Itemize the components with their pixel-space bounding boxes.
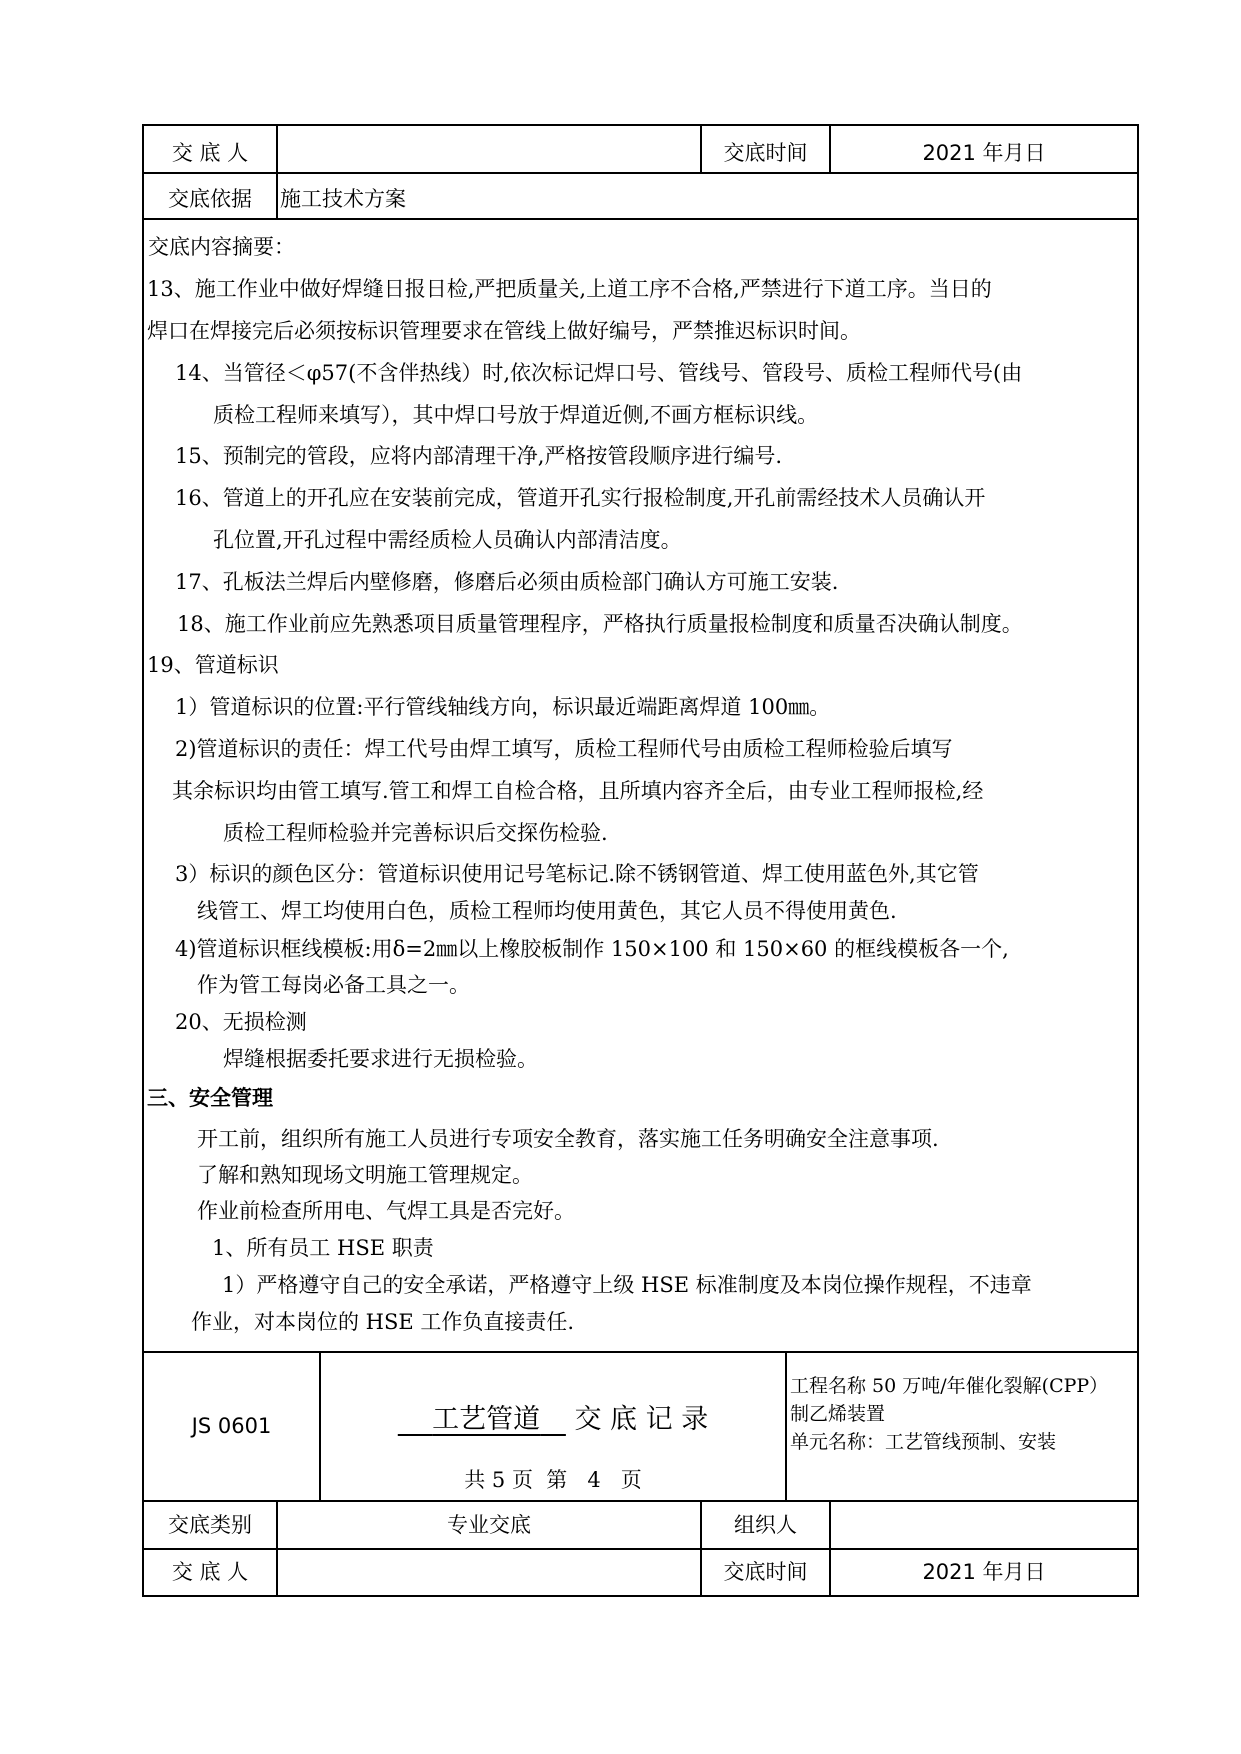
content-line: 1）严格遵守自己的安全承诺，严格遵守上级 HSE 标准制度及本岗位操作规程，不违章 bbox=[222, 1273, 1032, 1297]
bottom-table-bottom-border bbox=[142, 1595, 1139, 1597]
content-line: 2)管道标识的责任：焊工代号由焊工填写，质检工程师代号由质检工程师检验后填写 bbox=[175, 737, 953, 761]
content-line: 1、所有员工 HSE 职责 bbox=[212, 1236, 434, 1260]
label-person-bottom: 交 底 人 bbox=[171, 1560, 249, 1584]
title-main bbox=[398, 1404, 566, 1435]
content-line: 19、管道标识 bbox=[147, 653, 279, 677]
bottom-table-top-border bbox=[142, 1351, 1139, 1353]
bottom-table-right-border bbox=[1137, 1351, 1139, 1597]
content-line: 1）管道标识的位置:平行管线轴线方向，标识最近端距离焊道 100㎜。 bbox=[175, 695, 831, 719]
content-line: 其余标识均由管工填写.管工和焊工自检合格，且所填内容齐全后，由专业工程师报检,经 bbox=[172, 779, 984, 803]
category-row-bottom-divider bbox=[142, 1548, 1139, 1550]
content-line: 焊口在焊接完后必须按标识管理要求在管线上做好编号，严禁推迟标识时间。 bbox=[147, 319, 861, 343]
content-line: 开工前，组织所有施工人员进行专项安全教育，落实施工任务明确安全注意事项. bbox=[197, 1127, 939, 1151]
content-line: 作为管工每岗必备工具之一。 bbox=[197, 973, 470, 997]
unit-name: 单元名称：工艺管线预制、安装 bbox=[790, 1431, 1057, 1453]
record-title bbox=[321, 1402, 785, 1438]
content-line: 14、当管径＜φ57(不含伴热线）时,依次标记焊口号、管线号、管段号、质检工程师代号(由 bbox=[175, 361, 1023, 385]
content-line: 18、施工作业前应先熟悉项目质量管理程序，严格执行质量报检制度和质量否决确认制度。 bbox=[177, 612, 1023, 636]
content-line: 16、管道上的开孔应在安装前完成，管道开孔实行报检制度,开孔前需经技术人员确认开 bbox=[175, 486, 986, 510]
content-line: 作业，对本岗位的 HSE 工作负直接责任. bbox=[191, 1310, 575, 1334]
top-table-left-border bbox=[142, 124, 144, 1352]
time-value-bottom: 2021 年月日 bbox=[922, 1560, 1046, 1584]
label-time: 交底时间 bbox=[723, 141, 808, 165]
content-line: 20、无损检测 bbox=[175, 1010, 307, 1034]
label-basis: 交底依据 bbox=[168, 187, 252, 211]
content-line: 4)管道标识框线模板:用δ=2㎜以上橡胶板制作 150×100 和 150×60 的框线模板各一个, bbox=[175, 937, 1009, 961]
title-rest: 交 底 记 录 bbox=[574, 1404, 709, 1435]
top-table-right-border bbox=[1137, 124, 1139, 1352]
title-main-text: 工艺管道 bbox=[432, 1404, 541, 1435]
content-line: 线管工、焊工均使用白色，质检工程师均使用黄色，其它人员不得使用黄色. bbox=[197, 899, 897, 923]
section-title-safety: 三、安全管理 bbox=[147, 1086, 273, 1110]
project-name-line1: 工程名称 50 万吨/年催化裂解(CPP） bbox=[790, 1375, 1109, 1397]
row1-divider bbox=[142, 172, 1139, 174]
project-col-divider bbox=[785, 1351, 787, 1501]
label-person: 交 底 人 bbox=[171, 141, 249, 165]
project-name-line2: 制乙烯装置 bbox=[790, 1403, 886, 1425]
content-heading: 交底内容摘要： bbox=[148, 235, 295, 259]
content-line: 17、孔板法兰焊后内壁修磨，修磨后必须由质检部门确认方可施工安装. bbox=[175, 570, 839, 594]
label-organizer: 组织人 bbox=[734, 1513, 797, 1537]
basis-value: 施工技术方案 bbox=[280, 187, 406, 211]
label-category: 交底类别 bbox=[168, 1513, 252, 1537]
time-value: 2021 年月日 bbox=[922, 141, 1046, 165]
label-col-divider bbox=[276, 124, 278, 220]
content-line: 孔位置,开孔过程中需经质检人员确认内部清洁度。 bbox=[213, 528, 682, 552]
content-line: 焊缝根据委托要求进行无损检验。 bbox=[223, 1047, 538, 1071]
content-line: 质检工程师检验并完善标识后交探伤检验. bbox=[223, 821, 608, 845]
form-code: JS 0601 bbox=[191, 1414, 272, 1438]
page-info: 共 5 页 第 4 页 bbox=[464, 1468, 642, 1492]
label-time-bottom: 交底时间 bbox=[723, 1560, 808, 1584]
row2-divider bbox=[142, 218, 1139, 220]
content-line: 3）标识的颜色区分：管道标识使用记号笔标记.除不锈钢管道、焊工使用蓝色外,其它管 bbox=[175, 862, 979, 886]
category-value: 专业交底 bbox=[447, 1513, 531, 1537]
content-line: 了解和熟知现场文明施工管理规定。 bbox=[197, 1163, 533, 1187]
content-line: 质检工程师来填写），其中焊口号放于焊道近侧,不画方框标识线。 bbox=[213, 403, 819, 427]
top-table-top-border bbox=[142, 124, 1139, 126]
content-line: 13、施工作业中做好焊缝日报日检,严把质量关,上道工序不合格,严禁进行下道工序。当日的 bbox=[147, 277, 992, 301]
title-row-bottom-divider bbox=[142, 1500, 1139, 1502]
content-line: 15、预制完的管段，应将内部清理干净,严格按管段顺序进行编号. bbox=[175, 444, 783, 468]
content-line: 作业前检查所用电、气焊工具是否完好。 bbox=[197, 1199, 575, 1223]
